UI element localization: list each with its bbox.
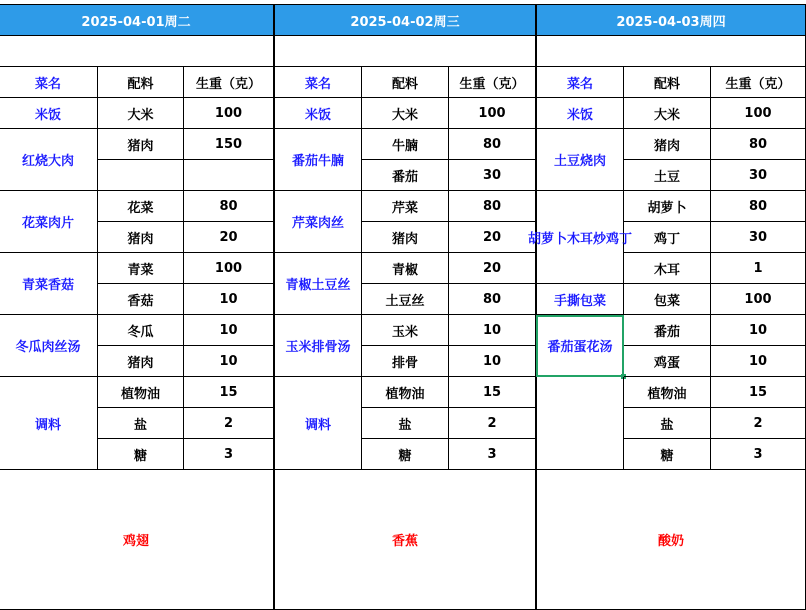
ingredient-cell[interactable]: 木耳 [624, 253, 711, 284]
dish-name-cell[interactable]: 手撕包菜 [536, 284, 624, 315]
col-label-weight[interactable]: 生重（克） [184, 67, 274, 98]
weight-cell[interactable]: 80 [449, 129, 536, 160]
weight-cell[interactable]: 150 [184, 129, 274, 160]
weight-cell[interactable]: 3 [711, 439, 806, 470]
weight-cell[interactable]: 100 [711, 98, 806, 129]
col-label-weight[interactable]: 生重（克） [449, 67, 536, 98]
ingredient-cell[interactable]: 花菜 [98, 191, 184, 222]
ingredient-cell[interactable]: 植物油 [98, 377, 184, 408]
ingredient-cell[interactable]: 盐 [624, 408, 711, 439]
weight-cell[interactable]: 20 [449, 222, 536, 253]
weight-cell[interactable]: 30 [711, 160, 806, 191]
extra-item-cell[interactable]: 酸奶 [536, 470, 806, 610]
ingredient-cell[interactable]: 猪肉 [98, 346, 184, 377]
ingredient-cell[interactable]: 猪肉 [98, 129, 184, 160]
weight-cell[interactable]: 80 [711, 191, 806, 222]
ingredient-cell[interactable]: 植物油 [362, 377, 449, 408]
weight-cell[interactable]: 2 [184, 408, 274, 439]
ingredient-cell[interactable]: 番茄 [362, 160, 449, 191]
weight-cell[interactable]: 20 [449, 253, 536, 284]
ingredient-cell[interactable]: 胡萝卜 [624, 191, 711, 222]
ingredient-cell[interactable]: 盐 [362, 408, 449, 439]
day-header[interactable]: 2025-04-03周四 [536, 4, 806, 35]
ingredient-cell[interactable]: 玉米 [362, 315, 449, 346]
ingredient-cell[interactable]: 植物油 [624, 377, 711, 408]
weight-cell[interactable]: 30 [449, 160, 536, 191]
dish-name-cell[interactable]: 调料 [0, 377, 98, 470]
extra-item-cell[interactable]: 鸡翅 [0, 470, 274, 610]
ingredient-cell[interactable]: 番茄 [624, 315, 711, 346]
ingredient-cell[interactable]: 排骨 [362, 346, 449, 377]
ingredient-cell[interactable]: 糖 [362, 439, 449, 470]
col-label-dish[interactable]: 菜名 [0, 67, 98, 98]
weight-cell[interactable]: 80 [449, 284, 536, 315]
weight-cell[interactable]: 10 [711, 315, 806, 346]
ingredient-cell[interactable]: 猪肉 [624, 129, 711, 160]
weight-cell[interactable]: 100 [184, 98, 274, 129]
weight-cell[interactable]: 10 [184, 284, 274, 315]
dish-name-cell[interactable]: 胡萝卜木耳炒鸡丁 [536, 191, 624, 284]
weight-cell[interactable]: 2 [711, 408, 806, 439]
col-label-ingredient[interactable]: 配料 [362, 67, 449, 98]
weight-cell[interactable]: 10 [449, 346, 536, 377]
weight-cell[interactable]: 1 [711, 253, 806, 284]
ingredient-cell[interactable]: 猪肉 [98, 222, 184, 253]
col-label-dish[interactable]: 菜名 [536, 67, 624, 98]
ingredient-cell[interactable]: 鸡丁 [624, 222, 711, 253]
col-label-ingredient[interactable]: 配料 [98, 67, 184, 98]
weight-cell[interactable]: 10 [184, 346, 274, 377]
col-label-weight[interactable]: 生重（克） [711, 67, 806, 98]
weight-cell[interactable]: 15 [449, 377, 536, 408]
weight-cell[interactable]: 3 [184, 439, 274, 470]
col-label-dish[interactable]: 菜名 [274, 67, 362, 98]
ingredient-cell[interactable]: 土豆 [624, 160, 711, 191]
weight-cell[interactable]: 100 [711, 284, 806, 315]
dish-name-cell[interactable]: 花菜肉片 [0, 191, 98, 253]
weight-cell[interactable]: 15 [184, 377, 274, 408]
blank-row-cell[interactable] [536, 35, 806, 67]
ingredient-cell[interactable]: 鸡蛋 [624, 346, 711, 377]
dish-name-cell[interactable]: 番茄牛腩 [274, 129, 362, 191]
dish-name-cell[interactable]: 红烧大肉 [0, 129, 98, 191]
dish-name-cell[interactable]: 米饭 [274, 98, 362, 129]
weight-cell[interactable]: 100 [184, 253, 274, 284]
day-header[interactable]: 2025-04-01周二 [0, 4, 274, 35]
weight-cell[interactable]: 80 [711, 129, 806, 160]
ingredient-cell[interactable]: 青菜 [98, 253, 184, 284]
weight-cell[interactable]: 30 [711, 222, 806, 253]
ingredient-cell[interactable]: 包菜 [624, 284, 711, 315]
ingredient-cell[interactable]: 糖 [624, 439, 711, 470]
weight-cell[interactable]: 3 [449, 439, 536, 470]
ingredient-cell[interactable]: 香菇 [98, 284, 184, 315]
ingredient-cell[interactable]: 大米 [624, 98, 711, 129]
dish-name-cell[interactable]: 番茄蛋花汤 [536, 315, 624, 377]
blank-row-cell[interactable] [274, 35, 536, 67]
dish-name-cell[interactable] [536, 377, 624, 470]
weight-cell[interactable]: 10 [184, 315, 274, 346]
ingredient-cell[interactable]: 冬瓜 [98, 315, 184, 346]
blank-row-cell[interactable] [0, 35, 274, 67]
dish-name-cell[interactable]: 米饭 [0, 98, 98, 129]
weight-cell[interactable]: 100 [449, 98, 536, 129]
day-header[interactable]: 2025-04-02周三 [274, 4, 536, 35]
dish-name-cell[interactable]: 青椒土豆丝 [274, 253, 362, 315]
weight-cell[interactable]: 2 [449, 408, 536, 439]
dish-name-cell[interactable]: 青菜香菇 [0, 253, 98, 315]
dish-name-cell[interactable]: 米饭 [536, 98, 624, 129]
weight-cell[interactable]: 10 [449, 315, 536, 346]
weight-cell[interactable]: 15 [711, 377, 806, 408]
weight-cell[interactable] [184, 160, 274, 191]
col-label-ingredient[interactable]: 配料 [624, 67, 711, 98]
dish-name-cell[interactable]: 冬瓜肉丝汤 [0, 315, 98, 377]
ingredient-cell[interactable] [98, 160, 184, 191]
ingredient-cell[interactable]: 青椒 [362, 253, 449, 284]
ingredient-cell[interactable]: 牛腩 [362, 129, 449, 160]
dish-name-cell[interactable]: 调料 [274, 377, 362, 470]
weight-cell[interactable]: 20 [184, 222, 274, 253]
dish-name-cell[interactable]: 玉米排骨汤 [274, 315, 362, 377]
dish-name-cell[interactable]: 土豆烧肉 [536, 129, 624, 191]
ingredient-cell[interactable]: 糖 [98, 439, 184, 470]
ingredient-cell[interactable]: 芹菜 [362, 191, 449, 222]
extra-item-cell[interactable]: 香蕉 [274, 470, 536, 610]
dish-name-cell[interactable]: 芹菜肉丝 [274, 191, 362, 253]
ingredient-cell[interactable]: 大米 [362, 98, 449, 129]
ingredient-cell[interactable]: 大米 [98, 98, 184, 129]
ingredient-cell[interactable]: 猪肉 [362, 222, 449, 253]
weight-cell[interactable]: 80 [449, 191, 536, 222]
weight-cell[interactable]: 10 [711, 346, 806, 377]
ingredient-cell[interactable]: 盐 [98, 408, 184, 439]
ingredient-cell[interactable]: 土豆丝 [362, 284, 449, 315]
weight-cell[interactable]: 80 [184, 191, 274, 222]
